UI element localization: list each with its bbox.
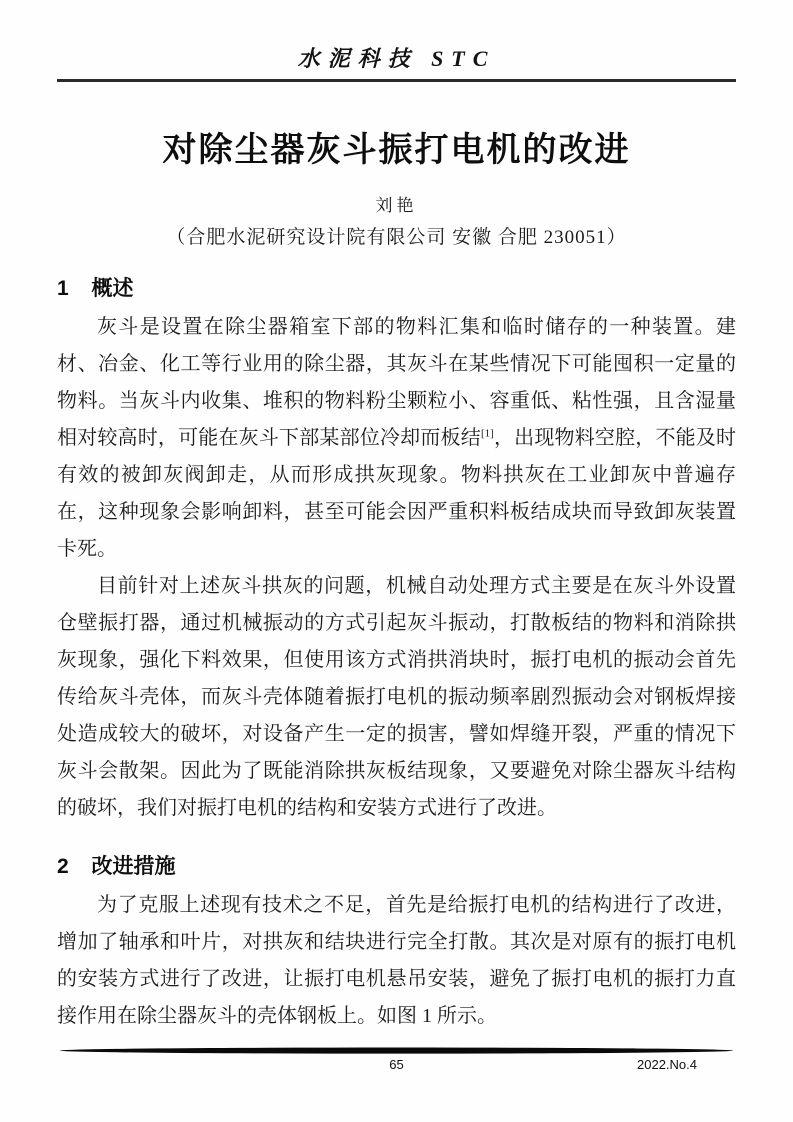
paragraph xyxy=(57,568,736,827)
footer-rule-bar xyxy=(60,1047,733,1056)
page-number: 65 xyxy=(389,1057,404,1072)
citation-ref: [1] xyxy=(480,427,494,440)
author-name: 刘艳 xyxy=(375,196,418,215)
section-title: 改进措施 xyxy=(91,855,176,878)
footer-row xyxy=(60,1057,733,1072)
issue-number: 2022.No.4 xyxy=(637,1057,697,1072)
paragraph-text: ，出现物料空腔，不能及时有效的被卸灰阀卸走，从而形成拱灰现象。物料拱灰在工业卸灰中普遍存在，这种现象会影响卸料，甚至可能会因严重积料板结成块而导致卸灰装置卡死。 xyxy=(57,427,737,560)
section-improvements xyxy=(57,850,736,1035)
header-rule xyxy=(57,79,736,82)
section-heading-improvements xyxy=(57,850,736,880)
page-footer xyxy=(60,1047,733,1072)
section-overview xyxy=(57,272,736,827)
paragraph xyxy=(57,887,736,1035)
section-title: 概述 xyxy=(91,277,134,300)
section-number: 2 xyxy=(57,855,69,878)
paragraph-text: 目前针对上述灰斗拱灰的问题，机械自动处理方式主要是在灰斗外设置仓壁振打器，通过机械振动的方式引起灰斗振动，打散板结的物料和消除拱灰现象，强化下料效果，但使用该方式消拱消块时，振打电机的振动会首先传给灰斗壳体，而灰斗壳体随着振打电机的振动频率剧烈振动会对钢板焊接处造成较大的破坏，对设备产生一定的损害，譬如焊缝开裂，严重的情况下灰斗会散架。因此为了既能消除拱灰板结现象，又要避免对除尘器灰斗结构的破坏，我们对振打电机的结构和安装方式进行了改进。 xyxy=(57,575,736,819)
paragraph xyxy=(57,309,736,568)
journal-header xyxy=(57,0,736,73)
article-title: 对除尘器灰斗振打电机的改进 xyxy=(162,131,631,169)
section-heading-overview xyxy=(57,272,736,302)
section-number: 1 xyxy=(57,277,69,300)
journal-name: 水泥科技 STC xyxy=(297,46,496,71)
author-affiliation: （合肥水泥研究设计院有限公司 安徽 合肥 230051） xyxy=(166,227,627,248)
paragraph-text: 为了克服上述现有技术之不足，首先是给振打电机的结构进行了改进，增加了轴承和叶片，对拱灰和结块进行完全打散。其次是对原有的振打电机的安装方式进行了改进，让振打电机悬吊安装，避免了振打电机的振打力直接作用在除尘器灰斗的壳体钢板上。如图 1 所示。 xyxy=(57,894,736,1027)
paragraph-text: 灰斗是设置在除尘器箱室下部的物料汇集和临时储存的一种装置。建材、冶金、化工等行业用的除尘器，其灰斗在某些情况下可能囤积一定量的物料。当灰斗内收集、堆积的物料粉尘颗粒小、容重低、粘性强，且含湿量相对较高时，可能在灰斗下部某部位冷却而板结 xyxy=(57,316,736,449)
